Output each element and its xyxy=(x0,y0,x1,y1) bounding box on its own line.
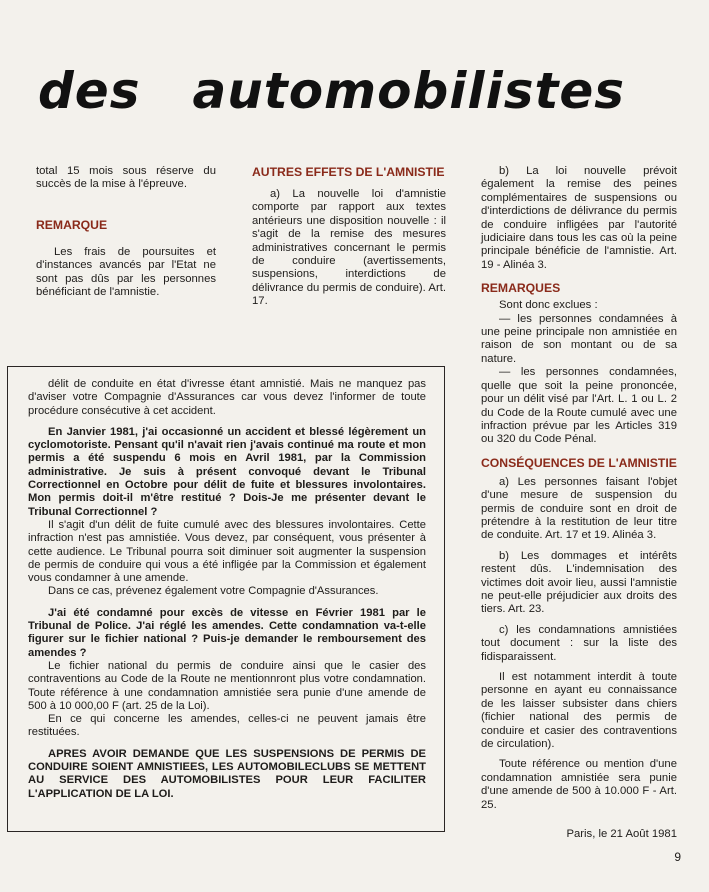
title-word-des: des xyxy=(38,62,141,120)
column-left xyxy=(36,165,216,299)
page-title xyxy=(38,62,625,120)
box-answer: Le fichier national du permis de conduire ainsi que le casier des contraventions au Code de la Route ne mentionnront plus votre condamnation. Toute référence à une condamnation amnistiée sera punie d'une amende de 500 à 10 000,00 F (art. 25 de la Loi). xyxy=(28,659,426,712)
col1-paragraph: total 15 mois sous réserve du succès de la mise à l'épreuve. xyxy=(36,165,216,191)
box-answer: Il s'agit d'un délit de fuite cumulé avec des blessures involontaires. Cette infraction n'est pas amnistiée. Vous devez, par conséquent, vous présenter à cette audience. Le Tribunal pourra soit diminuer soit augmenter la suspension de permis de conduire qui vous a été infligée par la Commission et également vous condamner à une amende. xyxy=(28,518,426,585)
col3-paragraph: Sont donc exclues : xyxy=(499,299,598,312)
col2-paragraph: a) La nouvelle loi d'amnistie comporte par rapport aux textes antérieurs une disposition nouvelle : il s'agit de la remise des mesures administratives concernant le permis de conduire (avertissements, suspensions, interdictions de délivrance du permis de conduire). Art. 17. xyxy=(252,188,446,308)
box-closing-statement: APRES AVOIR DEMANDE QUE LES SUSPENSIONS DE PERMIS DE CONDUIRE SOIENT AMNISTIEES, LES AUTOMOBILECLUBS SE METTENT AU SERVICE DES AUTOMOBILISTES POUR LEUR FACILITER L'APPLICATION DE LA LOI. xyxy=(28,747,426,800)
box-question: En Janvier 1981, j'ai occasionné un accident et blessé légèrement un cyclomotoriste. Pensant qu'il n'avait rien j'avais continué ma route et mon permis a été suspendu 6 mois en Avril 1981, par la Commission administrative. Je suis à présent convoqué devant le Tribunal Correctionnel en Octobre pour délit de fuite et blessures involontaires. Mon permis doit-il m'être restitué ? Dois-Je me présenter devant le Tribunal Correctionnel ? xyxy=(28,425,426,518)
column-middle xyxy=(252,165,446,309)
signature-date: Paris, le 21 Août 1981 xyxy=(566,828,677,841)
qa-box-content xyxy=(28,378,426,801)
title-word-automobilistes: automobilistes xyxy=(192,62,626,120)
col3-paragraph: a) Les personnes faisant l'objet d'une mesure de suspension du permis de conduire sont en droit de prétendre à la restitution de leur titre de conduite. Art. 17 et 19. Alinéa 3. xyxy=(481,475,677,542)
col3-paragraph: — les personnes condamnées, quelle que soit la peine prononcée, pour un délit visé par l'Art. L. 1 ou L. 2 du Code de la Route cumulé avec une infraction prévue par les Articles 319 ou 320 du Code Pénal. xyxy=(481,366,677,446)
page-number: 9 xyxy=(674,850,681,864)
consequences-heading: CONSÉQUENCES DE L'AMNISTIE xyxy=(481,455,677,470)
column-right xyxy=(481,165,677,841)
box-question: J'ai été condamné pour excès de vitesse en Février 1981 par le Tribunal de Police. J'ai réglé les amendes. Cette condamnation va-t-elle figurer sur le fichier national ? Puis-je demander le remboursement des amendes ? xyxy=(28,606,426,659)
box-answer: En ce qui concerne les amendes, celles-ci ne peuvent jamais être restituées. xyxy=(28,713,426,739)
col3-paragraph: b) La loi nouvelle prévoit également la remise des peines complémentaires de suspensions ou d'interdictions de délivrance du permis de conduire infligées par l'autorité judiciaire dans tous les cas où la peine principale bénéficie de l'amnistie. Art. 19 - Alinéa 3. xyxy=(481,165,677,271)
col3-paragraph: Il est notamment interdit à toute personne en ayant eu connaissance de les laisser subsister dans chiers (fichier national des permis de conduire et casier des contraventions de circulation). xyxy=(481,671,677,751)
col1-paragraph: Les frais de poursuites et d'instances avancés par l'Etat ne sont pas dûs par les personnes bénéficiant de l'amnistie. xyxy=(36,245,216,299)
col3-paragraph: b) Les dommages et intérêts restent dûs. L'indemnisation des victimes doit avoir lieu, aussi l'amnistie ne peut-elle préjudicier aux droits des tiers. Art. 23. xyxy=(481,549,677,616)
remarque-heading: REMARQUE xyxy=(36,217,108,232)
autres-effets-heading: AUTRES EFFETS DE L'AMNISTIE xyxy=(252,165,445,179)
box-paragraph: délit de conduite en état d'ivresse étant amnistié. Mais ne manquez pas d'aviser votre Compagnie d'Assurances car vous devez l'informer de toute procédure consécutive à cet accident. xyxy=(28,378,426,417)
col3-paragraph: Toute référence ou mention d'une condamnation amnistiée sera punie d'une amende de 500 à 10.000 F - Art. 25. xyxy=(481,758,677,811)
col3-paragraph: c) les condamnations amnistiées tout document : sur la liste des fidisparaissent. xyxy=(481,623,677,663)
col3-paragraph: — les personnes condamnées à une peine principale non amnistiée en raison de son montant ou de sa nature. xyxy=(481,312,677,365)
box-answer: Dans ce cas, prévenez également votre Compagnie d'Assurances. xyxy=(48,585,379,598)
remarques-heading: REMARQUES xyxy=(481,281,561,296)
